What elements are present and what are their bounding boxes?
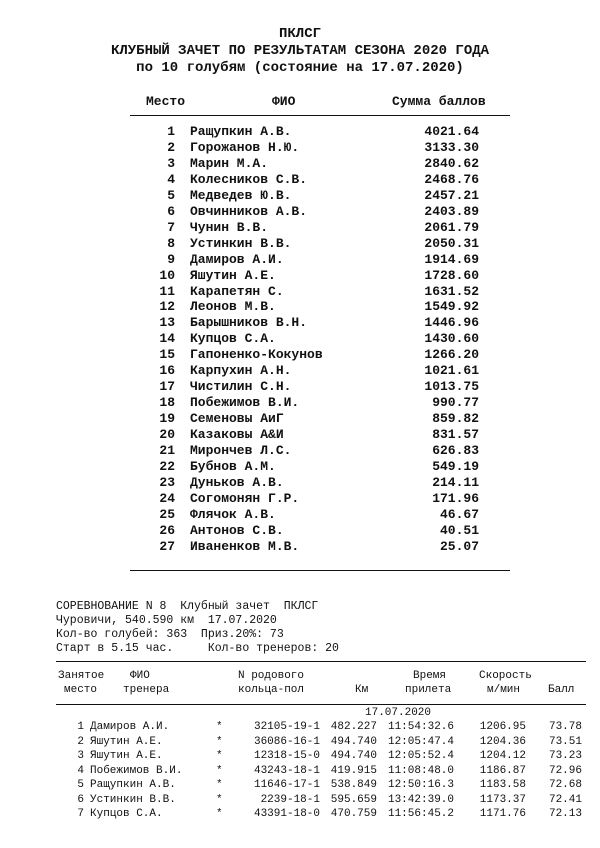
results-row: [56, 765, 596, 779]
result-time: 12:50:16.3: [387, 779, 454, 791]
standings-score: 549.19: [432, 458, 479, 474]
standings-name: Мирончев Л.С.: [190, 443, 292, 458]
result-ring: 11646-17-1: [253, 779, 320, 791]
standings-place: 14: [159, 331, 175, 347]
standings-score: 2468.76: [424, 171, 479, 187]
results-row: [56, 736, 596, 750]
standings-row: [130, 268, 510, 284]
standings-name: Карапетян С.: [190, 283, 284, 299]
standings-name: Барышников В.Н.: [190, 315, 308, 331]
result-name: Дамиров А.И.: [90, 721, 170, 733]
standings-score: 171.96: [432, 490, 479, 506]
standings-row: [130, 331, 510, 347]
result-km: 595.659: [330, 793, 377, 806]
results-header-rule: [56, 704, 586, 705]
standings-name: Леонов М.В.: [190, 299, 276, 315]
result-ball: 72.68: [548, 779, 582, 791]
result-speed: 1173.37: [479, 793, 526, 806]
standings-score: 3133.30: [424, 139, 479, 155]
result-ball: 73.23: [548, 750, 582, 762]
result-speed: 1204.12: [479, 750, 526, 762]
standings-name: Чистилин С.Н.: [190, 379, 292, 395]
results-row: [56, 750, 596, 764]
result-time: 11:54:32.6: [387, 721, 454, 733]
result-name: Яшутин А.Е.: [90, 750, 163, 762]
standings-score: 46.67: [439, 506, 479, 522]
standings-row: [130, 491, 510, 507]
result-star: *: [216, 721, 223, 733]
standings-row: [130, 539, 510, 555]
result-name: Ращупкин А.В.: [90, 779, 176, 791]
standings-place: 15: [159, 347, 175, 363]
standings-place: 23: [159, 474, 175, 490]
standings-place: 8: [167, 235, 175, 251]
standings-row: [130, 124, 510, 140]
competition-location: Чуровичи, 540.590 км 17.07.2020: [56, 614, 277, 627]
results-header-name: ФИО: [130, 670, 150, 682]
result-name: Купцов С.А.: [90, 808, 163, 820]
result-ball: 72.96: [548, 764, 582, 777]
standings-place: 20: [159, 427, 175, 443]
result-ring: 43391-18-0: [253, 808, 320, 820]
results-header-speed-2: м/мин: [487, 684, 521, 696]
standings-place: 1: [167, 124, 175, 139]
standings-row: [130, 236, 510, 252]
standings-place: 3: [167, 155, 175, 171]
standings-name: Согомонян Г.Р.: [190, 490, 300, 506]
standings-name: Чунин В.В.: [190, 219, 269, 235]
standings-place: 27: [159, 538, 175, 554]
standings-score: 4021.64: [424, 124, 479, 139]
result-ring: 36086-16-1: [253, 735, 320, 748]
standings-score: 214.11: [432, 474, 479, 490]
results-header-time-2: прилета: [405, 684, 452, 696]
results-header-name-2: тренера: [123, 684, 170, 696]
standings-place: 24: [159, 490, 175, 506]
result-ring: 12318-15-0: [253, 750, 320, 762]
standings-row: [130, 315, 510, 331]
standings-score: 1013.75: [424, 379, 479, 395]
standings-name: Антонов С.В.: [190, 522, 284, 538]
result-speed: 1183.58: [479, 779, 526, 791]
result-ball: 72.13: [548, 808, 582, 820]
standings-score: 1549.92: [424, 299, 479, 315]
result-speed: 1206.95: [479, 721, 526, 733]
result-ball: 73.51: [548, 735, 582, 748]
competition-title: СОРЕВНОВАНИЕ N 8 Клубный зачет ПКЛСГ: [56, 600, 319, 613]
result-name: Побежимов В.И.: [90, 764, 183, 777]
result-time: 11:08:48.0: [387, 764, 454, 777]
standings-place: 7: [167, 219, 175, 235]
result-place: 2: [77, 735, 84, 748]
competition-pigeon-count: Кол-во голубей: 363 Приз.20%: 73: [56, 628, 284, 641]
standings-place: 4: [167, 171, 175, 187]
results-header-time: Время: [413, 670, 447, 682]
standings-row: [130, 188, 510, 204]
standings-top-rule: [130, 115, 510, 116]
standings-row: [130, 363, 510, 379]
standings-place: 5: [167, 187, 175, 203]
standings-row: [130, 379, 510, 395]
standings-row: [130, 395, 510, 411]
standings-name: Бубнов А.М.: [190, 458, 276, 474]
standings-score: 2840.62: [424, 155, 479, 171]
standings-row: [130, 411, 510, 427]
results-header-place: Занятое: [58, 670, 105, 682]
standings-name: Марин М.А.: [190, 155, 269, 171]
standings-row: [130, 523, 510, 539]
standings-name: Казаковы А&И: [190, 427, 284, 443]
result-star: *: [216, 764, 223, 777]
standings-row: [130, 299, 510, 315]
standings-name: Флячок А.В.: [190, 506, 276, 522]
result-star: *: [216, 750, 223, 762]
results-date: 17.07.2020: [365, 707, 432, 719]
result-ball: 72.41: [548, 793, 582, 806]
result-star: *: [216, 808, 223, 820]
standings-row: [130, 284, 510, 300]
result-place: 4: [77, 764, 84, 777]
result-place: 3: [77, 750, 84, 762]
standings-name: Побежимов В.И.: [190, 395, 300, 411]
standings-place: 11: [159, 283, 175, 299]
standings-score: 1430.60: [424, 331, 479, 347]
result-time: 12:05:47.4: [387, 735, 454, 748]
standings-row: [130, 459, 510, 475]
standings-score: 1631.52: [424, 283, 479, 299]
standings-name: Медведев Ю.В.: [190, 187, 292, 203]
standings-header-score: Сумма баллов: [392, 94, 486, 109]
standings-name: Яшутин А.Е.: [190, 267, 276, 283]
result-speed: 1204.36: [479, 735, 526, 748]
result-time: 11:56:45.2: [387, 808, 454, 820]
result-time: 12:05:52.4: [387, 750, 454, 762]
standings-name: Устинкин В.В.: [190, 235, 292, 251]
standings-row: [130, 156, 510, 172]
standings-name: Иваненков М.В.: [190, 538, 300, 554]
document-title: КЛУБНЫЙ ЗАЧЕТ ПО РЕЗУЛЬТАТАМ СЕЗОНА 2020 ГОДА: [110, 43, 490, 59]
standings-row: [130, 427, 510, 443]
standings-name: Купцов С.А.: [190, 331, 276, 347]
result-place: 6: [77, 793, 84, 806]
standings-place: 17: [159, 379, 175, 395]
standings-name: Карпухин А.Н.: [190, 363, 292, 379]
standings-score: 626.83: [432, 443, 479, 458]
result-ring: 2239-18-1: [260, 793, 320, 806]
standings-place: 6: [167, 203, 175, 219]
results-row: [56, 779, 596, 793]
document-subtitle: по 10 голубям (состояние на 17.07.2020): [136, 60, 464, 76]
standings-score: 2457.21: [424, 187, 479, 203]
standings-name: Дуньков А.В.: [190, 474, 284, 490]
results-header-ball: Балл: [548, 684, 575, 696]
result-km: 419.915: [330, 764, 377, 777]
standings-name: Колесников С.В.: [190, 171, 308, 187]
result-name: Устинкин В.В.: [90, 793, 176, 806]
result-place: 7: [77, 808, 84, 820]
results-row: [56, 808, 596, 822]
result-star: *: [216, 779, 223, 791]
result-ball: 73.78: [548, 721, 582, 733]
result-name: Яшутин А.Е.: [90, 735, 163, 748]
standings-header-name: ФИО: [272, 94, 296, 109]
standings-place: 13: [159, 315, 175, 331]
results-header-place-2: место: [64, 684, 98, 696]
standings-row: [130, 172, 510, 188]
result-place: 5: [77, 779, 84, 791]
standings-score: 831.57: [432, 427, 479, 443]
result-km: 482.227: [330, 721, 377, 733]
standings-bottom-rule: [130, 570, 510, 571]
standings-place: 18: [159, 395, 175, 411]
result-km: 494.740: [330, 735, 377, 748]
standings-place: 25: [159, 506, 175, 522]
results-header-ring: N родового: [238, 670, 305, 682]
standings-place: 12: [159, 299, 175, 315]
results-header-ring-2: кольца-пол: [238, 684, 305, 696]
standings-row: [130, 140, 510, 156]
standings-row: [130, 507, 510, 523]
standings-score: 2061.79: [424, 219, 479, 235]
results-header-speed: Скорость: [479, 670, 532, 682]
standings-row: [130, 252, 510, 268]
standings-name: Дамиров А.И.: [190, 251, 284, 267]
standings-place: 16: [159, 363, 175, 379]
standings-score: 1266.20: [424, 347, 479, 363]
standings-row: [130, 443, 510, 459]
result-ring: 32105-19-1: [253, 721, 320, 733]
competition-start: Старт в 5.15 час. Кол-во тренеров: 20: [56, 642, 339, 655]
standings-place: 22: [159, 458, 175, 474]
results-top-rule: [56, 661, 586, 662]
result-star: *: [216, 735, 223, 748]
result-speed: 1171.76: [479, 808, 526, 820]
standings-row: [130, 347, 510, 363]
standings-score: 1446.96: [424, 315, 479, 331]
standings-name: Ращупкин А.В.: [190, 124, 292, 139]
standings-score: 2403.89: [424, 203, 479, 219]
result-km: 538.849: [330, 779, 377, 791]
standings-place: 21: [159, 443, 175, 458]
result-ring: 43243-18-1: [253, 764, 320, 777]
standings-score: 1914.69: [424, 251, 479, 267]
standings-place: 26: [159, 522, 175, 538]
standings-place: 9: [167, 251, 175, 267]
standings-score: 2050.31: [424, 235, 479, 251]
result-speed: 1186.87: [479, 764, 526, 777]
result-time: 13:42:39.0: [387, 793, 454, 806]
standings-place: 2: [167, 139, 175, 155]
standings-score: 859.82: [432, 411, 479, 427]
standings-row: [130, 475, 510, 491]
standings-header-place: Место: [146, 94, 186, 109]
standings-score: 1021.61: [424, 363, 479, 379]
org-title: ПКЛСГ: [278, 26, 321, 42]
result-place: 1: [77, 721, 84, 733]
results-row: [56, 721, 596, 735]
standings-score: 40.51: [439, 522, 479, 538]
standings-name: Гапоненко-Кокунов: [190, 347, 323, 363]
standings-place: 10: [159, 267, 175, 283]
standings-place: 19: [159, 411, 175, 427]
standings-name: Овчинников А.В.: [190, 203, 308, 219]
results-row: [56, 794, 596, 808]
standings-row: [130, 220, 510, 236]
result-km: 494.740: [330, 750, 377, 762]
standings-row: [130, 204, 510, 220]
result-star: *: [216, 793, 223, 806]
standings-score: 1728.60: [424, 267, 479, 283]
results-header-km: Км: [355, 684, 369, 696]
standings-score: 990.77: [432, 395, 479, 411]
standings-name: Семеновы АиГ: [190, 411, 284, 427]
standings-name: Горожанов Н.Ю.: [190, 139, 300, 155]
standings-score: 25.07: [439, 538, 479, 554]
result-km: 470.759: [330, 808, 377, 820]
